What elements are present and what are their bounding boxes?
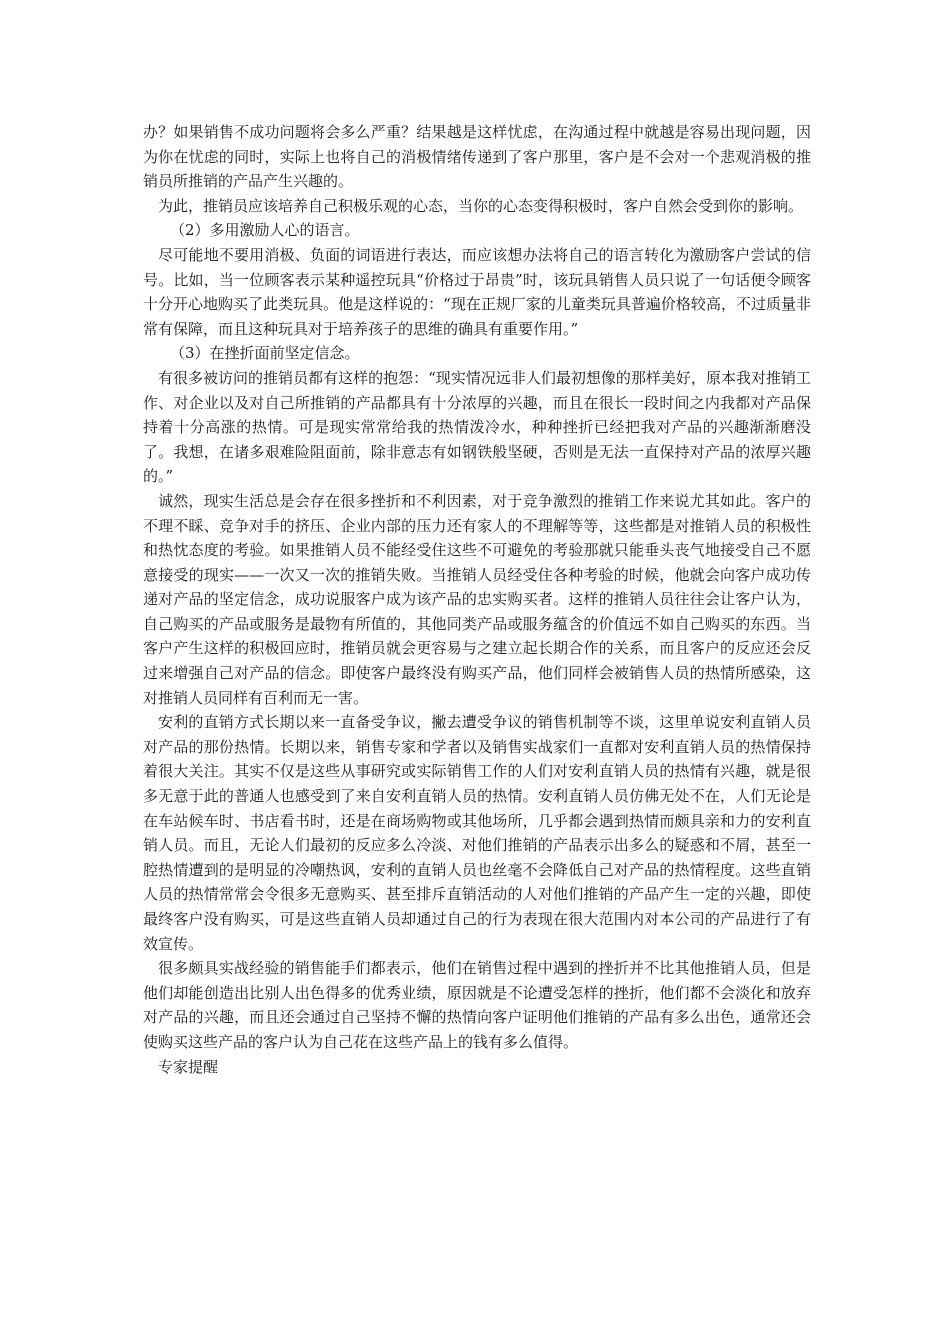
section-heading: 专家提醒	[158, 1057, 219, 1076]
document-page	[143, 120, 811, 1079]
paragraph: 安利的直销方式长期以来一直备受争议，撇去遭受争议的销售机制等不谈，这里单说安利直销人员对产品的那份热情。长期以来，销售专家和学者以及销售实战家们一直都对安利直销人员的热情保持着很大关注。其实不仅是这些从事研究或实际销售工作的人们对安利直销人员的热情有兴趣，就是很多无意于此的普通人也感受到了来自安利直销人员的热情。安利直销人员仿佛无处不在，人们无论是在车站候车时、书店看书时，还是在商场购物或其他场所，几乎都会遇到热情而颇具亲和力的安利直销人员。而且，无论人们最初的反应多么冷淡、对他们推销的产品表示出多么的疑惑和不屑，甚至一腔热情遭到的是明显的冷嘲热讽，安利的直销人员也丝毫不会降低自己对产品的热情程度。这些直销人员的热情常常会令很多无意购买、甚至排斥直销活动的人对他们推销的产品产生一定的兴趣，即使最终客户没有购买，可是这些直销人员却通过自己的行为表现在很大范围内对本公司的产品进行了有效宣传。	[143, 713, 811, 953]
paragraph: 有很多被访问的推销员都有这样的抱怨：“现实情况远非人们最初想像的那样美好，原本我对推销工作、对企业以及对自己所推销的产品都具有十分浓厚的兴趣，而且在很长一段时间之内我都对产品保持着十分高涨的热情。可是现实常常给我的热情泼冷水，种种挫折已经把我对产品的兴趣渐渐磨没了。我想，在诸多艰难险阻面前，除非意志有如钢铁般坚硬，否则是无法一直保持对产品的浓厚兴趣的。”	[143, 368, 811, 486]
paragraph: 为此，推销员应该培养自己积极乐观的心态，当你的心态变得积极时，客户自然会受到你的影响。	[158, 196, 804, 215]
section-heading: （2）多用激励人心的语言。	[170, 221, 360, 240]
paragraph: 尽可能地不要用消极、负面的词语进行表达，而应该想办法将自己的语言转化为激励客户尝试的信号。比如，当一位顾客表示某种遥控玩具“价格过于昂贵”时，该玩具销售人员只说了一句话便令顾客十分开心地购买了此类玩具。他是这样说的：“现在正规厂家的儿童类玩具普遍价格较高，不过质量非常有保障，而且这种玩具对于培养孩子的思维的确具有重要作用。”	[143, 245, 811, 338]
paragraph-continuation: 办？如果销售不成功问题将会多么严重？结果越是这样忧虑，在沟通过程中就越是容易出现问题，因为你在忧虑的同时，实际上也将自己的消极情绪传递到了客户那里，客户是不会对一个悲观消极的推销员所推销的产品产生兴趣的。	[143, 123, 811, 191]
paragraph: 很多颇具实战经验的销售能手们都表示，他们在销售过程中遇到的挫折并不比其他推销人员，但是他们却能创造出比别人出色得多的优秀业绩，原因就是不论遭受怎样的挫折，他们都不会淡化和放弃对产品的兴趣，而且还会通过自己坚持不懈的热情向客户证明他们推销的产品有多么出色，通常还会使购买这些产品的客户认为自己花在这些产品上的钱有多么值得。	[143, 959, 811, 1051]
section-heading: （3）在挫折面前坚定信念。	[170, 344, 360, 363]
paragraph: 诚然，现实生活总是会存在很多挫折和不利因素，对于竞争激烈的推销工作来说尤其如此。客户的不理不睬、竞争对手的挤压、企业内部的压力还有家人的不理解等等，这些都是对推销人员的积极性和热忱态度的考验。如果推销人员不能经受住这些不可避免的考验那就只能垂头丧气地接受自己不愿意接受的现实——一次又一次的推销失败。当推销人员经受住各种考验的时候，他就会向客户成功传递对产品的坚定信念，成功说服客户成为该产品的忠实购买者。这样的推销人员往往会让客户认为，自己购买的产品或服务是最物有所值的，其他同类产品或服务蕴含的价值远不如自己购买的东西。当客户产生这样的积极回应时，推销员就会更容易与之建立起长期合作的关系，而且客户的反应还会反过来增强自己对产品的信念。即使客户最终没有购买产品，他们同样会被销售人员的热情所感染，这对推销人员同样有百利而无一害。	[143, 491, 811, 707]
